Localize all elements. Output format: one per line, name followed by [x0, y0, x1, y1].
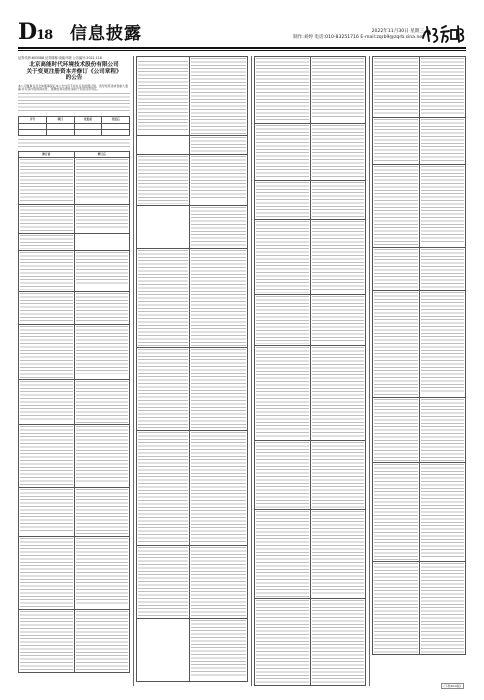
- editor-contact: 制作:刘婷 电话:010-83251716 E-mail:zqrb9@zqrb.sina.net: [293, 35, 424, 40]
- column-divider: [369, 56, 370, 686]
- registered-capital-table: [18, 116, 130, 135]
- column-4: [372, 56, 466, 686]
- page-header: [0, 0, 484, 52]
- table-header: 项目: [46, 117, 74, 123]
- table-header: 变更前: [74, 117, 102, 123]
- table-header: 修订后: [74, 151, 130, 157]
- body-text-block: [18, 139, 130, 149]
- article-intro: 本公司董事会及全体董事保证本公告内容不存在任何虚假记载、误导性陈述或者重大遗漏,并对其内容的真实性、准确性和完整性承担个别及连带责任。: [18, 83, 128, 91]
- table-header: 序号: [19, 117, 47, 123]
- page-letter: D: [18, 19, 37, 45]
- stock-code-line: 证券代码:603588 证券简称:高能环境 公告编号:2022-118: [18, 56, 102, 60]
- body-text-block: [18, 93, 130, 113]
- article-heading: [18, 62, 130, 82]
- column-1: [18, 56, 130, 686]
- articles-comparison-table-cont: [254, 56, 366, 686]
- article-title-line1: 关于变更注册资本并修订《公司章程》: [26, 68, 122, 75]
- articles-comparison-table: [18, 151, 130, 673]
- section-title: 信息披露: [70, 24, 142, 44]
- articles-comparison-table-cont: [136, 56, 248, 682]
- company-name: 北京高能时代环境技术股份有限公司: [29, 62, 119, 68]
- page-number: [18, 21, 52, 47]
- table-header: 修订前: [19, 151, 75, 157]
- header-rule: [18, 47, 466, 49]
- column-2: [136, 56, 248, 686]
- column-3: [254, 56, 366, 686]
- column-divider: [133, 56, 134, 686]
- newspaper-logo: [420, 22, 466, 46]
- header-rule-thin: [18, 50, 466, 51]
- articles-comparison-table-cont: [372, 56, 466, 655]
- article-title-line2: 的公告: [65, 75, 83, 81]
- table-header: 变更后: [102, 117, 130, 123]
- header-meta: [293, 29, 424, 41]
- column-divider: [251, 56, 252, 686]
- issue-date: 2022年11月30日 星期三: [371, 29, 424, 34]
- continued-tag: (下转D19版): [441, 683, 464, 689]
- page-number-digits: 18: [36, 28, 53, 43]
